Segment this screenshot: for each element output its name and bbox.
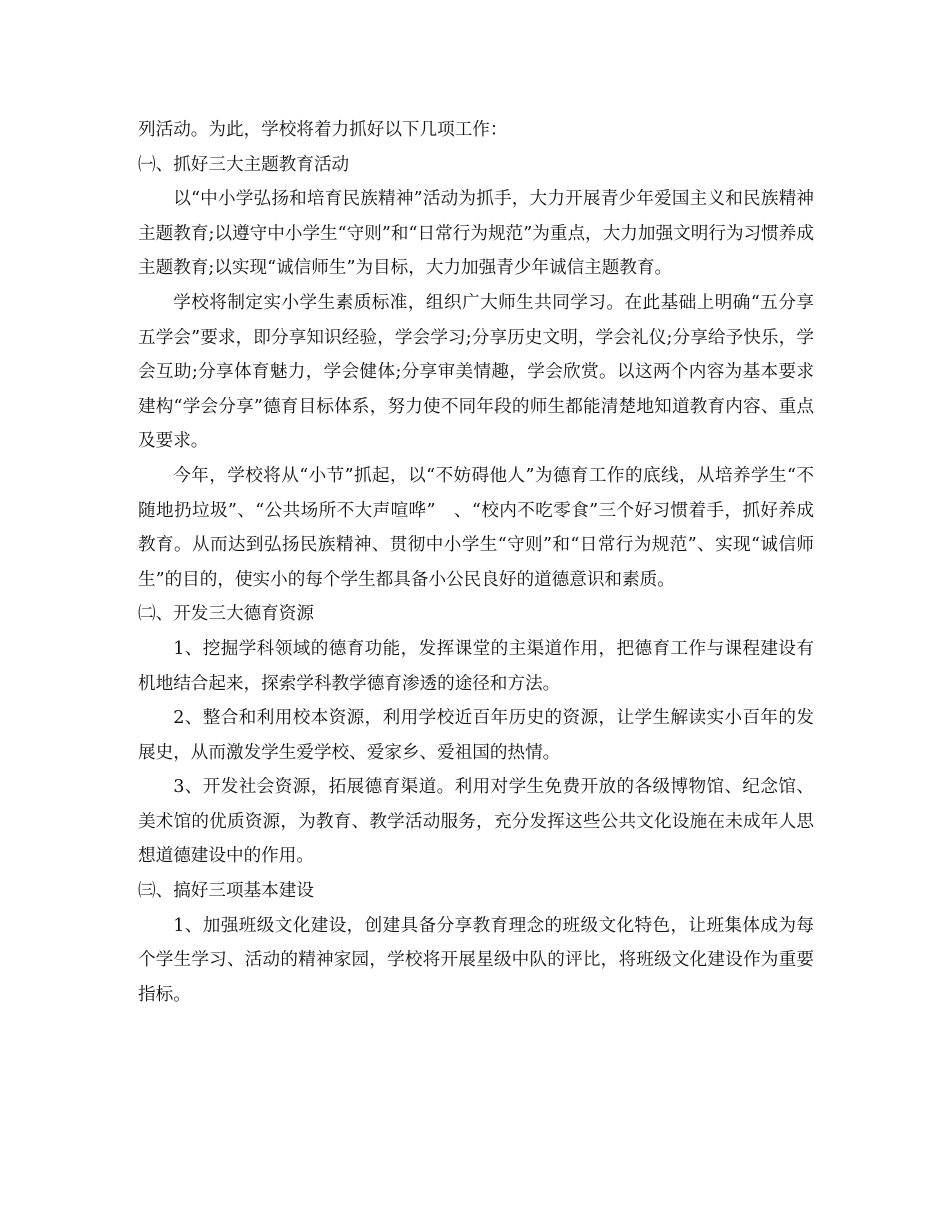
paragraph-class-culture: 1、加强班级文化建设，创建具备分享教育理念的班级文化特色，让班集体成为每个学生学习、活动的精神家园，学校将开展星级中队的评比，将班级文化建设作为重要指标。 [138,915,814,1005]
paragraph-subject-resources: 1、挖掘学科领域的德育功能，发挥课堂的主渠道作用，把德育工作与课程建设有机地结合起来，探索学科教学德育渗透的途径和方法。 [138,638,814,694]
paragraph-theme-education: 以“中小学弘扬和培育民族精神”活动为抓手，大力开展青少年爱国主义和民族精神主题教育;以遵守中小学生“守则”和“日常行为规范”为重点，大力加强文明行为习惯养成主题教育;以实现“诚信师生”为目标，大力加强青少年诚信主题教育。 [138,189,814,279]
paragraph-quality-standards: 学校将制定实小学生素质标准，组织广大师生共同学习。在此基础上明确“五分享五学会”要求，即分享知识经验，学会学习;分享历史文明，学会礼仪;分享给予快乐，学会互助;分享体育魅力，学会健体;分享审美情趣，学会欣赏。以这两个内容为基本要求建构“学会分享”德育目标体系，努力使不同年段的师生都能清楚地知道教育内容、重点及要求。 [138,292,814,452]
paragraph-social-resources: 3、开发社会资源，拓展德育渠道。利用对学生免费开放的各级博物馆、纪念馆、美术馆的优质资源，为教育、教学活动服务，充分发挥这些公共文化设施在未成年人思想道德建设中的作用。 [138,777,814,867]
section-heading-2: ㈡、开发三大德育资源 [138,604,314,625]
paragraph-continuation: 列活动。为此，学校将着力抓好以下几项工作： [138,120,508,140]
paragraph-school-resources: 2、整合和利用校本资源，利用学校近百年历史的资源，让学生解读实小百年的发展史，从而激发学生爱学校、爱家乡、爱祖国的热情。 [138,708,814,763]
section-heading-1: ㈠、抓好三大主题教育活动 [138,154,350,175]
paragraph-habit-formation: 今年，学校将从“小节”抓起，以“不妨碍他人”为德育工作的底线，从培养学生“不随地扔垃圾”、“公共场所不大声喧哗” 、“校内不吃零食”三个好习惯着手，抓好养成教育。从而达到弘扬民族精神、贯彻中小学生“守则”和“日常行为规范”、实现“诚信师生”的目的，使实小的每个学生都具备小公民良好的道德意识和素质。 [138,465,814,590]
section-heading-3: ㈢、搞好三项基本建设 [138,881,314,902]
document-body [138,113,814,1012]
